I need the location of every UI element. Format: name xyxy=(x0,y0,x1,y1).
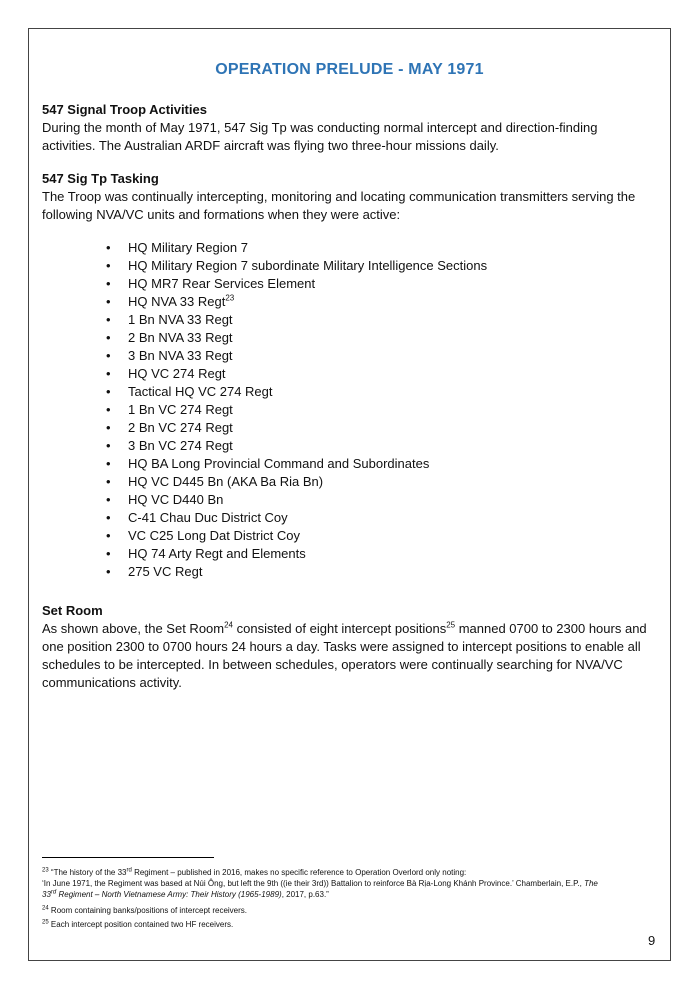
bullet-icon: • xyxy=(106,510,111,525)
unit-list-item xyxy=(106,473,487,491)
bullet-icon: • xyxy=(106,240,111,255)
bullet-icon: • xyxy=(106,384,111,399)
bullet-icon: • xyxy=(106,420,111,435)
text-run: Regiment – published in 2016, makes no specific reference to Operation Overlord only noting: xyxy=(131,868,467,877)
citation-title xyxy=(42,890,282,899)
bullet-icon: • xyxy=(106,492,111,507)
ordinal-suffix: rd xyxy=(50,889,57,896)
bullet-icon: • xyxy=(106,438,111,453)
footnote-number: 23 xyxy=(42,867,49,874)
unit-name: HQ MR7 Rear Services Element xyxy=(128,276,316,291)
text-run: manned 0700 to 2300 hours and xyxy=(455,621,647,636)
unit-list-item xyxy=(106,383,487,401)
unit-list-item xyxy=(106,257,487,275)
unit-name: C-41 Chau Duc District Coy xyxy=(128,510,288,525)
footnote-ref-24[interactable]: 24 xyxy=(224,620,234,630)
bullet-icon: • xyxy=(106,474,111,489)
text-run: consisted of eight intercept positions xyxy=(233,621,447,636)
unit-name: HQ 74 Arty Regt and Elements xyxy=(128,546,306,561)
footnote-line xyxy=(42,878,657,889)
bullet-icon: • xyxy=(106,402,111,417)
bullet-icon: • xyxy=(106,564,111,579)
paragraph-line xyxy=(42,620,657,638)
bullet-icon: • xyxy=(106,330,111,345)
bullet-icon: • xyxy=(106,312,111,327)
nva-vc-units-list xyxy=(106,239,487,581)
paragraph-line: activities. The Australian ARDF aircraft was flying two three-hour missions daily. xyxy=(42,138,499,153)
footnote-ref-25[interactable]: 25 xyxy=(446,620,456,630)
citation-title: The xyxy=(584,879,598,888)
footnote-separator xyxy=(42,857,214,858)
unit-name: Tactical HQ VC 274 Regt xyxy=(128,384,273,399)
unit-list-item xyxy=(106,419,487,437)
unit-name: 1 Bn NVA 33 Regt xyxy=(128,312,233,327)
unit-list-item xyxy=(106,329,487,347)
unit-name: HQ VC 274 Regt xyxy=(128,366,226,381)
bullet-icon: • xyxy=(106,276,111,291)
unit-list-item xyxy=(106,365,487,383)
bullet-icon: • xyxy=(106,294,111,309)
text-run: Each intercept position contained two HF receivers. xyxy=(48,920,234,929)
bullet-icon: • xyxy=(106,546,111,561)
unit-list-item xyxy=(106,527,487,545)
bullet-icon: • xyxy=(106,456,111,471)
text-run: , 2017, p.63.” xyxy=(281,890,329,899)
text-run: As shown above, the Set Room xyxy=(42,621,225,636)
unit-list-item xyxy=(106,347,487,365)
page-title: OPERATION PRELUDE - MAY 1971 xyxy=(215,61,484,78)
ordinal-suffix: rd xyxy=(126,867,132,874)
unit-list-item xyxy=(106,509,487,527)
text-run: 33 xyxy=(42,890,51,899)
unit-list-item xyxy=(106,437,487,455)
text-run: Regiment – North Vietnamese Army: Their History (1965-1989) xyxy=(56,890,282,899)
section-heading-sig-tp-tasking: 547 Sig Tp Tasking xyxy=(42,171,159,186)
signal-troop-activities-paragraph xyxy=(42,119,657,155)
set-room-paragraph xyxy=(42,620,657,692)
paragraph-line: communications activity. xyxy=(42,675,182,690)
section-heading-signal-troop-activities: 547 Signal Troop Activities xyxy=(42,102,207,117)
unit-name: 2 Bn VC 274 Regt xyxy=(128,420,233,435)
unit-list-item xyxy=(106,239,487,257)
unit-name: HQ Military Region 7 xyxy=(128,240,248,255)
unit-name: HQ VC D440 Bn xyxy=(128,492,224,507)
unit-name: VC C25 Long Dat District Coy xyxy=(128,528,300,543)
unit-list-item xyxy=(106,275,487,293)
paragraph-line: schedules to be intercepted. In between schedules, operators were continually searching for NVA/VC xyxy=(42,657,623,672)
paragraph-line: following NVA/VC units and formations when they were active: xyxy=(42,207,401,222)
footnote-24 xyxy=(42,905,657,916)
text-run: “The history of the 33 xyxy=(48,868,127,877)
footnote-line xyxy=(42,867,657,878)
bullet-icon: • xyxy=(106,366,111,381)
unit-name: 1 Bn VC 274 Regt xyxy=(128,402,233,417)
unit-name: 275 VC Regt xyxy=(128,564,203,579)
footnote-line xyxy=(42,889,657,900)
unit-list-item xyxy=(106,545,487,563)
bullet-icon: • xyxy=(106,348,111,363)
unit-list-item xyxy=(106,311,487,329)
sig-tp-tasking-paragraph xyxy=(42,188,657,224)
unit-list-item xyxy=(106,293,487,311)
unit-name: HQ Military Region 7 subordinate Military Intelligence Sections xyxy=(128,258,488,273)
unit-list-item xyxy=(106,401,487,419)
unit-name: 2 Bn NVA 33 Regt xyxy=(128,330,233,345)
paragraph-line: During the month of May 1971, 547 Sig Tp was conducting normal intercept and direction-finding xyxy=(42,120,598,135)
bullet-icon: • xyxy=(106,528,111,543)
bullet-icon: • xyxy=(106,258,111,273)
unit-name: HQ VC D445 Bn (AKA Ba Ria Bn) xyxy=(128,474,324,489)
footnote-23 xyxy=(42,867,657,900)
section-heading-set-room: Set Room xyxy=(42,603,103,618)
unit-name: 3 Bn VC 274 Regt xyxy=(128,438,233,453)
unit-list-item xyxy=(106,563,487,581)
footnote-number: 24 xyxy=(42,905,49,912)
unit-list-item xyxy=(106,491,487,509)
text-run: Room containing banks/positions of intercept receivers. xyxy=(48,906,248,915)
unit-name: HQ BA Long Provincial Command and Subordinates xyxy=(128,456,430,471)
unit-name: HQ NVA 33 Regt xyxy=(128,294,226,309)
paragraph-line: one position 2300 to 0700 hours 24 hours a day. Tasks were assigned to intercept positions to enable all xyxy=(42,639,641,654)
footnote-ref-23[interactable]: 23 xyxy=(225,293,235,303)
page-number: 9 xyxy=(648,933,656,948)
unit-name: 3 Bn NVA 33 Regt xyxy=(128,348,233,363)
unit-list-item xyxy=(106,455,487,473)
footnote-25 xyxy=(42,919,657,930)
text-run: ‘In June 1971, the Regiment was based at Núi Ông, but left the 9th ((ie their 3rd)) Battalion to reinforce Bà Rịa-Long Khánh Province.’ Chamberlain, E.P., xyxy=(42,879,585,888)
footnote-number: 25 xyxy=(42,919,49,926)
paragraph-line: The Troop was continually intercepting, monitoring and locating communication transmitters serving the xyxy=(42,189,636,204)
